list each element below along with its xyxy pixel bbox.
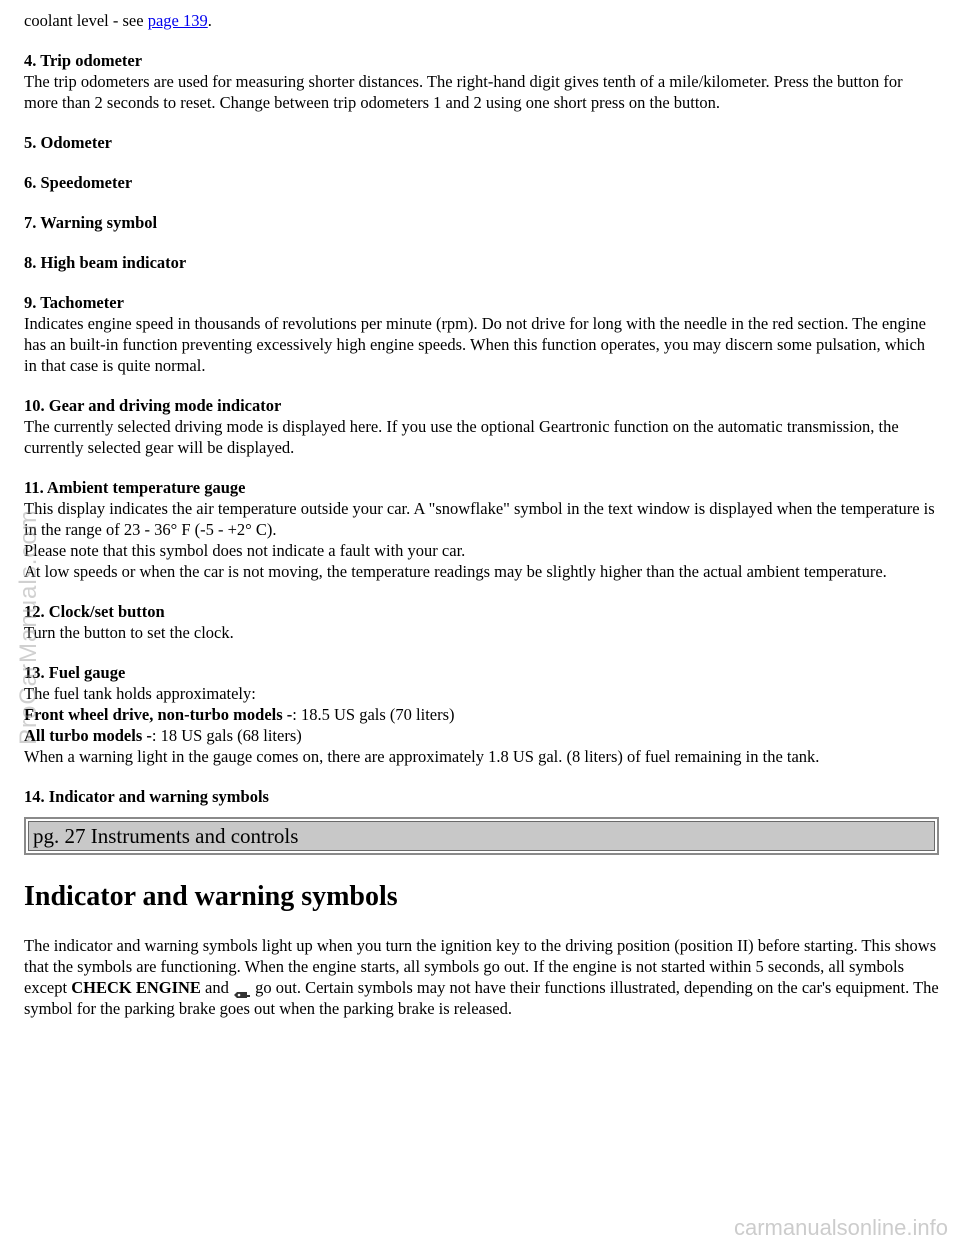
section-ambient-temperature: 11. Ambient temperature gauge This display indicates the air temperature outside your car. A "snowflake" symbol in the text window is displayed when the temperature is in the range of 23 - 36° F (-5 - +2° C). Please note that this symbol does not indicate a fault with your car. At low speeds or when the car is not moving, the temperature readings may be slightly higher than the actual ambient temperature. xyxy=(24,478,935,581)
section-tachometer: 9. Tachometer Indicates engine speed in thousands of revolutions per minute (rpm). Do not drive for long with the needle in the red section. The engine has an built-in function preventing excessively high engine speeds. When this function operates, you may discern some pulsation, which in that case is quite normal. xyxy=(24,293,926,375)
top-line: coolant level - see page 139. xyxy=(24,11,212,30)
temperature-warning-icon xyxy=(233,984,251,994)
section-title: 10. Gear and driving mode indicator xyxy=(24,396,282,415)
section-high-beam xyxy=(24,252,939,273)
section-title: 7. Warning symbol xyxy=(24,213,158,232)
page-139-link[interactable]: page 139 xyxy=(147,11,208,30)
section-trip-odometer: 4. Trip odometer The trip odometers are used for measuring shorter distances. The right-hand digit gives tenth of a mile/kilometer. Press the button for more than 2 seconds to reset. Change between trip odometers 1 and 2 using one short press on the button. xyxy=(24,51,903,112)
watermark: ProCarManuals.com xyxy=(15,509,42,745)
banner-title: pg. 27 Instruments and controls xyxy=(28,821,935,851)
section-title: 14. Indicator and warning symbols xyxy=(24,787,269,806)
section-title: 12. Clock/set button xyxy=(24,602,165,621)
section-title: 8. High beam indicator xyxy=(24,253,187,272)
section-title: 6. Speedometer xyxy=(24,173,133,192)
intro-paragraph: The indicator and warning symbols light up when you turn the ignition key to the driving position (position II) before starting. This shows that the symbols are functioning. When the engine starts, all symbols go out. If the engine is not started within 5 seconds, all symbols except CHECK ENGINE and go out. Certain symbols may not have their functions illustrated, depending on the car's equipment. The symbol for the parking brake goes out when the parking brake is released. xyxy=(24,936,939,1018)
section-title: 13. Fuel gauge xyxy=(24,663,126,682)
section-speedometer xyxy=(24,172,939,193)
section-title: 4. Trip odometer xyxy=(24,51,143,70)
footer-watermark: carmanualsonline.info xyxy=(733,1215,948,1240)
page-banner xyxy=(24,817,939,855)
section-title: 11. Ambient temperature gauge xyxy=(24,478,246,497)
document-page xyxy=(24,10,939,1038)
section-indicator-symbols xyxy=(24,786,939,807)
section-warning-symbol xyxy=(24,212,939,233)
section-gear-indicator: 10. Gear and driving mode indicator The currently selected driving mode is displayed here. If you use the optional Geartronic function on the automatic transmission, the currently selected gear will be displayed. xyxy=(24,396,899,457)
section-odometer xyxy=(24,132,939,153)
section-title: 5. Odometer xyxy=(24,133,112,152)
section-clock: 12. Clock/set button Turn the button to set the clock. xyxy=(24,602,234,642)
page-heading: Indicator and warning symbols xyxy=(24,881,398,912)
section-title: 9. Tachometer xyxy=(24,293,124,312)
section-fuel-gauge: 13. Fuel gauge The fuel tank holds approximately: Front wheel drive, non-turbo models -: 18.5 US gals (70 liters) All turbo models -: 18 US gals (68 liters) When a warning light in the gauge comes on, there are approximately 1.8 US gal. (8 liters) of fuel remaining in the tank. xyxy=(24,663,820,766)
